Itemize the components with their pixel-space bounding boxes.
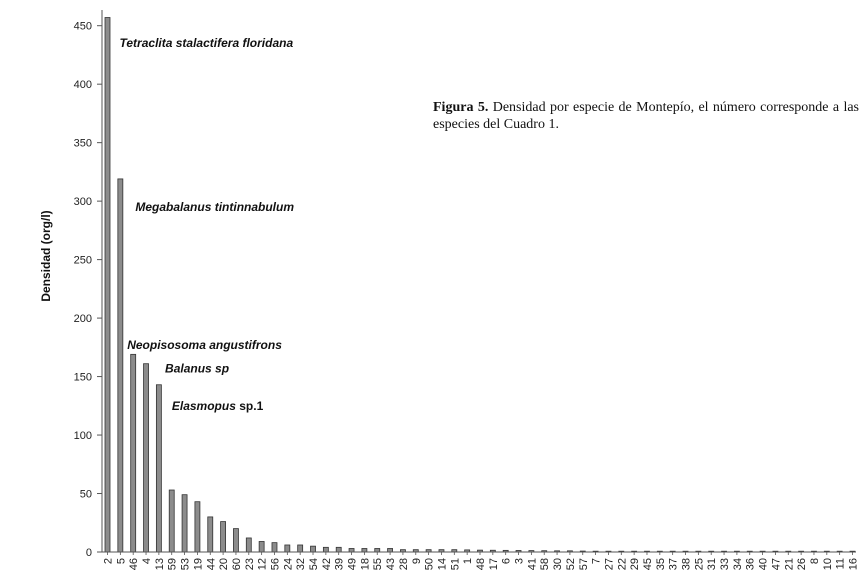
x-tick-label: 51: [449, 558, 462, 571]
x-tick-label: 21: [783, 558, 796, 571]
species-annotations: [120, 36, 295, 413]
x-tick-label: 27: [603, 558, 616, 571]
x-tick-label: 1: [462, 558, 475, 565]
bar-species-43: [388, 548, 393, 552]
x-tick-label: 13: [153, 558, 166, 571]
x-tick-label: 17: [487, 558, 500, 571]
y-tick-label: 450: [73, 20, 92, 33]
x-tick-label: 59: [166, 558, 179, 571]
y-tick-label: 50: [79, 488, 92, 501]
bar-species-56: [272, 543, 277, 552]
x-tick-label: 26: [796, 558, 809, 571]
x-tick-label: 32: [295, 558, 308, 571]
y-tick-label: 250: [73, 254, 92, 267]
x-tick-label: 29: [629, 558, 642, 571]
bar-species-44: [208, 517, 213, 552]
bar-species-5: [118, 179, 123, 552]
x-tick-label: 33: [719, 558, 732, 571]
x-tick-label: 34: [731, 558, 744, 571]
annotation-5: Megabalanus tintinnabulum: [135, 199, 295, 214]
bar-species-32: [298, 545, 303, 552]
bar-species-39: [336, 547, 341, 552]
x-tick-label: 23: [243, 558, 256, 571]
bar-species-23: [246, 538, 251, 552]
bar-species-54: [311, 546, 316, 552]
bar-species-53: [182, 495, 187, 552]
bar-species-19: [195, 502, 200, 552]
x-tick-label: 45: [641, 558, 654, 571]
x-tick-label: 48: [475, 558, 487, 571]
x-tick-label: 57: [577, 558, 590, 571]
x-tick-label: 47: [770, 558, 783, 571]
x-tick-label: 43: [385, 558, 398, 571]
x-tick-label: 60: [230, 558, 243, 571]
bar-species-13: [156, 385, 161, 552]
x-tick-label: 56: [269, 558, 282, 571]
x-tick-label: 28: [397, 558, 410, 571]
x-tick-label: 41: [526, 558, 539, 571]
x-tick-label: 36: [744, 558, 757, 571]
x-tick-label: 31: [706, 558, 719, 571]
x-tick-label: 30: [552, 558, 565, 571]
x-tick-label: 39: [333, 558, 346, 571]
x-tick-label: 19: [192, 558, 205, 571]
annotation-2: Tetraclita stalactifera floridana: [119, 36, 294, 51]
x-tick-label: 22: [616, 558, 629, 571]
y-tick-label: 100: [73, 430, 92, 443]
bar-species-24: [285, 545, 290, 552]
x-tick-label: 14: [436, 558, 449, 571]
x-tick-label: 35: [654, 558, 667, 571]
x-tick-label: 3: [513, 558, 526, 565]
x-tick-label: 54: [308, 558, 321, 571]
y-tick-label: 200: [73, 313, 92, 326]
bar-species-55: [375, 548, 380, 552]
annotation-italic-part: Elasmopus: [171, 398, 236, 413]
x-tick-label: 2: [102, 558, 115, 565]
bars: [105, 18, 855, 552]
x-tick-label: 46: [128, 558, 141, 571]
x-tick-label: 12: [256, 558, 269, 571]
y-tick-label: 300: [73, 196, 92, 209]
x-tick-label: 42: [320, 558, 333, 571]
bar-species-12: [259, 541, 264, 552]
x-tick-label: 5: [115, 558, 128, 565]
bar-species-42: [323, 547, 328, 552]
x-tick-label: 37: [667, 558, 680, 571]
y-tick-label: 400: [73, 79, 92, 92]
x-tick-label: 4: [141, 558, 154, 565]
x-tick-label: 49: [346, 558, 359, 571]
x-tick-label: 52: [564, 558, 577, 571]
y-tick-label: 150: [73, 371, 92, 384]
bar-species-59: [169, 490, 174, 552]
y-tick-label: 350: [73, 137, 92, 150]
x-tick-label: 44: [205, 558, 218, 571]
x-tick-label: 20: [218, 558, 231, 571]
x-tick-label: 55: [372, 558, 385, 571]
annotation-plain-part: sp.1: [235, 398, 264, 413]
x-tick-label: 53: [179, 558, 192, 571]
x-tick-label: 18: [359, 558, 372, 571]
figure-caption: [433, 99, 859, 133]
bar-species-4: [144, 364, 149, 552]
x-tick-label: 58: [539, 558, 552, 571]
x-tick-label: 24: [282, 558, 295, 571]
x-tick-label: 50: [423, 558, 436, 571]
bar-species-60: [233, 529, 238, 552]
caption-text: Densidad por especie de Montepío, el número corresponde a las especies del Cuadro 1.: [433, 100, 860, 132]
bar-species-2: [105, 18, 110, 552]
x-tick-label: 40: [757, 558, 770, 571]
x-tick-label: 25: [693, 558, 706, 571]
x-tick-label: 7: [590, 558, 603, 565]
y-axis-ticks: [74, 21, 102, 559]
x-tick-label: 10: [821, 558, 834, 571]
annotation-13: [172, 399, 264, 413]
bar-species-18: [362, 548, 367, 552]
y-tick-label: 0: [85, 547, 92, 559]
x-tick-label: 9: [410, 558, 423, 565]
x-tick-label: 11: [834, 558, 847, 570]
x-tick-label: 8: [808, 558, 821, 565]
x-tick-label: 38: [680, 558, 693, 571]
annotation-46: Neopisosoma angustifrons: [127, 337, 282, 352]
caption-label: Figura 5.: [433, 100, 489, 115]
y-axis-title: Densidad (org/l): [39, 210, 53, 302]
bar-species-20: [221, 522, 226, 552]
annotation-4: Balanus sp: [165, 361, 230, 376]
bar-species-46: [131, 354, 136, 552]
bar-species-49: [349, 548, 354, 552]
x-tick-labels: [103, 552, 860, 570]
x-tick-label: 16: [847, 558, 860, 571]
x-tick-label: 6: [500, 558, 513, 565]
